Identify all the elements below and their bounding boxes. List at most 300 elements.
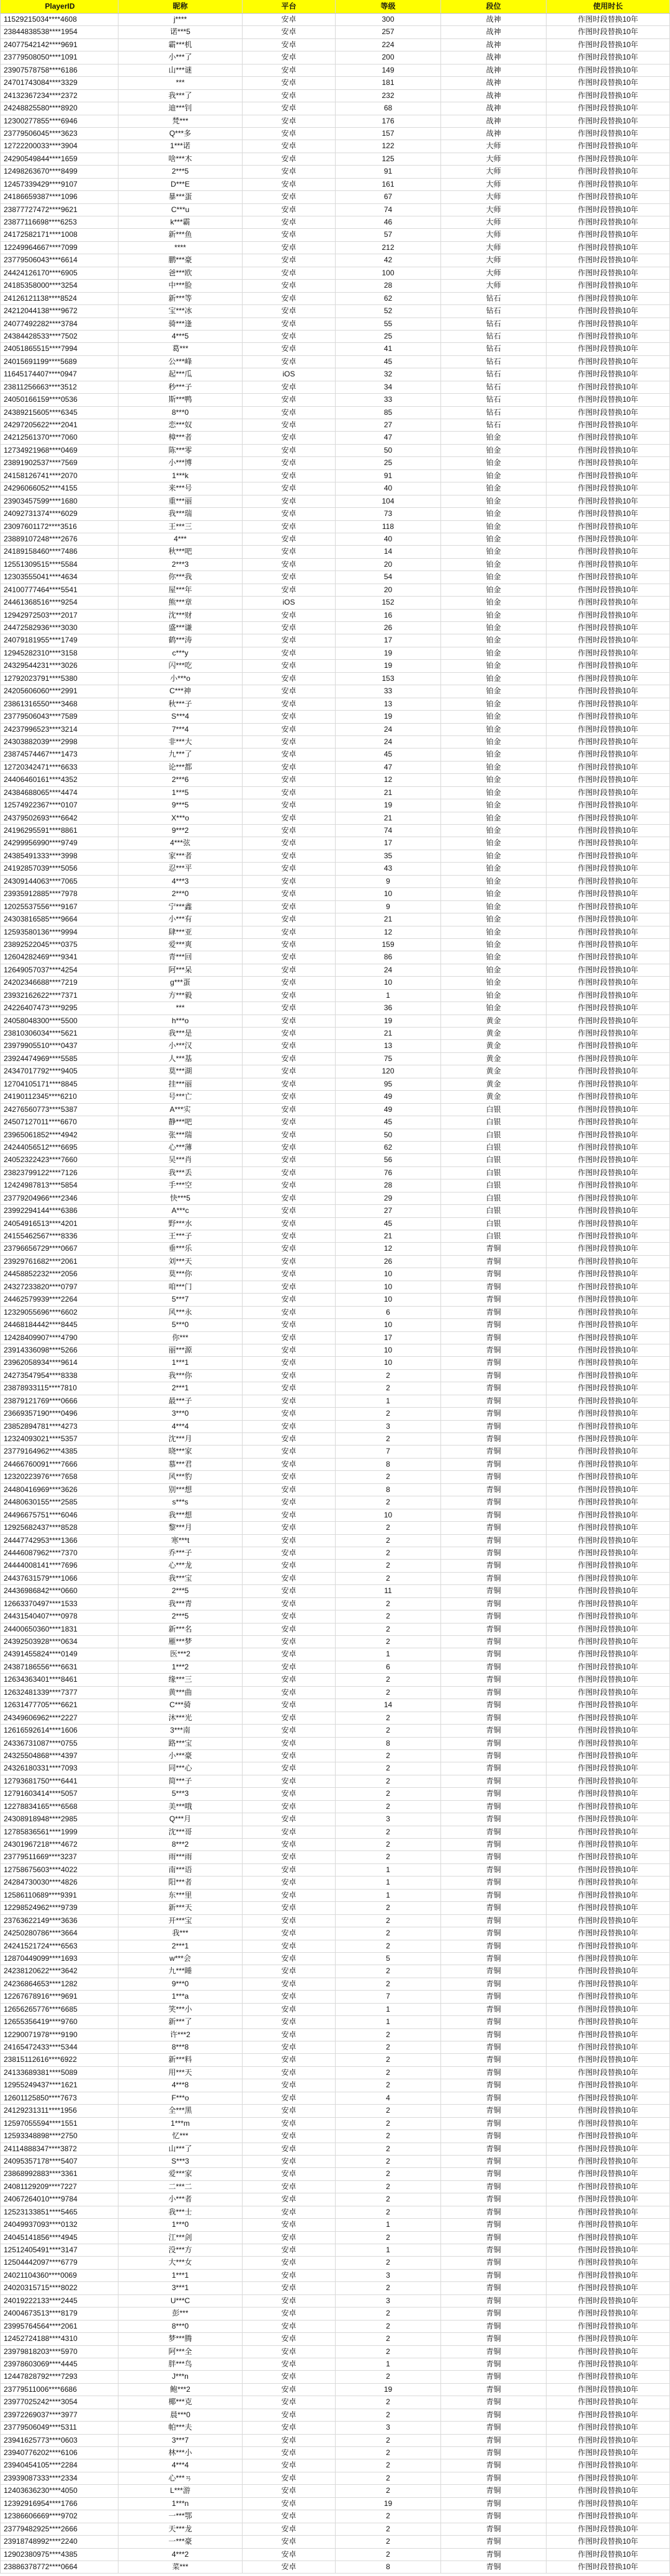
- cell-nickname: 心***薄: [118, 1142, 243, 1153]
- cell-nickname: 2***3: [118, 559, 243, 571]
- cell-rank: 青铜: [441, 1459, 547, 1470]
- cell-platform: 安卓: [243, 1065, 336, 1077]
- cell-player-id: 24446087962****7370: [1, 1547, 118, 1559]
- cell-rank: 铂金: [441, 901, 547, 913]
- cell-duration: 作图时段替换10年: [547, 1078, 670, 1090]
- cell-level: 47: [336, 432, 441, 443]
- cell-level: 125: [336, 153, 441, 165]
- cell-nickname: 2***5: [118, 1610, 243, 1622]
- cell-level: 2: [336, 1522, 441, 1534]
- cell-level: 24: [336, 736, 441, 748]
- cell-nickname: 风***永: [118, 1307, 243, 1318]
- cell-player-id: 24081129209****7227: [1, 2181, 118, 2193]
- table-row: [1, 2485, 670, 2497]
- table-row: [1, 2510, 670, 2523]
- cell-nickname: 我***宝: [118, 1573, 243, 1584]
- cell-platform: 安卓: [243, 1915, 336, 1927]
- table-row: [1, 964, 670, 977]
- cell-duration: 作图时段替换10年: [547, 901, 670, 913]
- cell-rank: 战神: [441, 115, 547, 127]
- cell-level: 224: [336, 39, 441, 51]
- header-nickname[interactable]: 昵称: [118, 0, 243, 13]
- table-row: [1, 837, 670, 850]
- cell-platform: 安卓: [243, 2447, 336, 2459]
- cell-player-id: 23779506043****6614: [1, 254, 118, 266]
- cell-duration: 作图时段替换10年: [547, 179, 670, 190]
- cell-platform: 安卓: [243, 140, 336, 152]
- cell-rank: 钻石: [441, 305, 547, 317]
- cell-player-id: 24132367234****2372: [1, 90, 118, 102]
- cell-platform: 安卓: [243, 1357, 336, 1369]
- table-row: [1, 1370, 670, 1382]
- cell-player-id: 12457339429****9107: [1, 179, 118, 190]
- cell-nickname: 静***吧: [118, 1116, 243, 1128]
- cell-platform: 安卓: [243, 331, 336, 342]
- cell-level: 2: [336, 1636, 441, 1648]
- cell-duration: 作图时段替换10年: [547, 1496, 670, 1508]
- cell-rank: 黄金: [441, 1053, 547, 1065]
- cell-platform: 安卓: [243, 1053, 336, 1065]
- table-row: [1, 1243, 670, 1255]
- cell-player-id: 12512405491****3147: [1, 2244, 118, 2256]
- cell-rank: 大师: [441, 280, 547, 291]
- cell-platform: 安卓: [243, 559, 336, 571]
- cell-rank: 钻石: [441, 394, 547, 406]
- table-row: [1, 2105, 670, 2117]
- table-row: [1, 634, 670, 647]
- table-row: [1, 2523, 670, 2536]
- cell-platform: 安卓: [243, 1332, 336, 1344]
- cell-rank: 铂金: [441, 711, 547, 722]
- cell-platform: 安卓: [243, 2232, 336, 2244]
- cell-player-id: 23779506045****3623: [1, 128, 118, 140]
- cell-duration: 作图时段替换10年: [547, 913, 670, 925]
- cell-rank: 青铜: [441, 2409, 547, 2421]
- cell-duration: 作图时段替换10年: [547, 2270, 670, 2281]
- cell-platform: 安卓: [243, 1522, 336, 1534]
- cell-level: 21: [336, 1028, 441, 1039]
- cell-rank: 青铜: [441, 2118, 547, 2130]
- cell-rank: 青铜: [441, 2054, 547, 2066]
- cell-level: 76: [336, 1167, 441, 1179]
- cell-rank: 铂金: [441, 647, 547, 659]
- cell-player-id: 23861316550****3468: [1, 698, 118, 710]
- cell-rank: 青铜: [441, 2244, 547, 2256]
- cell-platform: 安卓: [243, 153, 336, 165]
- cell-nickname: 医***2: [118, 1648, 243, 1660]
- table-row: [1, 64, 670, 77]
- cell-duration: 作图时段替换10年: [547, 1712, 670, 1724]
- cell-player-id: 12722200033****3904: [1, 140, 118, 152]
- cell-level: 2: [336, 1547, 441, 1559]
- cell-duration: 作图时段替换10年: [547, 2181, 670, 2193]
- cell-platform: 安卓: [243, 1471, 336, 1483]
- cell-rank: 黄金: [441, 1015, 547, 1027]
- table-row: [1, 1408, 670, 1420]
- cell-nickname: 你***我: [118, 571, 243, 583]
- cell-duration: 作图时段替换10年: [547, 673, 670, 685]
- cell-nickname: 沈***哥: [118, 1826, 243, 1838]
- table-row: [1, 280, 670, 292]
- cell-player-id: 24077492282****3784: [1, 318, 118, 330]
- cell-rank: 青铜: [441, 1978, 547, 1990]
- cell-nickname: 青***回: [118, 951, 243, 963]
- cell-nickname: 垂***乐: [118, 1243, 243, 1255]
- cell-level: 2: [336, 2118, 441, 2130]
- cell-player-id: 12452724188****4310: [1, 2333, 118, 2345]
- cell-platform: 安卓: [243, 2079, 336, 2091]
- cell-duration: 作图时段替换10年: [547, 229, 670, 241]
- cell-level: 212: [336, 242, 441, 254]
- table-row: [1, 977, 670, 989]
- table-row: [1, 2219, 670, 2231]
- cell-nickname: 手***空: [118, 1179, 243, 1191]
- cell-platform: 安卓: [243, 191, 336, 203]
- cell-level: 11: [336, 1585, 441, 1597]
- cell-platform: 安卓: [243, 2384, 336, 2396]
- cell-duration: 作图时段替换10年: [547, 1876, 670, 1888]
- cell-duration: 作图时段替换10年: [547, 1788, 670, 1800]
- cell-platform: 安卓: [243, 913, 336, 925]
- cell-nickname: 林***小: [118, 2447, 243, 2459]
- cell-duration: 作图时段替换10年: [547, 293, 670, 304]
- cell-rank: 青铜: [441, 2396, 547, 2408]
- cell-duration: 作图时段替换10年: [547, 2079, 670, 2091]
- cell-duration: 作图时段替换10年: [547, 267, 670, 279]
- cell-platform: 安卓: [243, 2092, 336, 2104]
- cell-nickname: 8***8: [118, 2041, 243, 2053]
- cell-platform: 安卓: [243, 812, 336, 824]
- cell-nickname: U***C: [118, 2295, 243, 2307]
- cell-level: 2: [336, 1927, 441, 1939]
- cell-rank: 钻石: [441, 343, 547, 355]
- cell-duration: 作图时段替换10年: [547, 1382, 670, 1394]
- table-row: [1, 368, 670, 381]
- cell-platform: 安卓: [243, 1205, 336, 1217]
- cell-level: 1: [336, 1890, 441, 1901]
- cell-level: 2: [336, 1433, 441, 1445]
- cell-duration: 作图时段替换10年: [547, 2232, 670, 2244]
- cell-rank: 白银: [441, 1116, 547, 1128]
- table-row: [1, 1535, 670, 1547]
- cell-level: 104: [336, 495, 441, 507]
- cell-duration: 作图时段替换10年: [547, 1179, 670, 1191]
- cell-nickname: C***神: [118, 685, 243, 697]
- cell-player-id: 23972269037****3977: [1, 2409, 118, 2421]
- cell-platform: 安卓: [243, 356, 336, 368]
- cell-nickname: 莫***湖: [118, 1065, 243, 1077]
- cell-rank: 大师: [441, 254, 547, 266]
- cell-rank: 青铜: [441, 2485, 547, 2497]
- table-row: [1, 51, 670, 64]
- table-row: [1, 318, 670, 331]
- table-row: [1, 610, 670, 622]
- cell-level: 9: [336, 901, 441, 913]
- table-row: [1, 1015, 670, 1028]
- cell-nickname: 许***2: [118, 2029, 243, 2041]
- cell-platform: 安卓: [243, 1762, 336, 1774]
- cell-rank: 青铜: [441, 2105, 547, 2116]
- cell-level: 1: [336, 990, 441, 1002]
- cell-duration: 作图时段替换10年: [547, 546, 670, 557]
- cell-rank: 青铜: [441, 1623, 547, 1635]
- cell-nickname: 沈***月: [118, 1433, 243, 1445]
- cell-duration: 作图时段替换10年: [547, 1129, 670, 1141]
- cell-platform: 安卓: [243, 926, 336, 938]
- cell-level: 34: [336, 381, 441, 393]
- cell-platform: 安卓: [243, 1661, 336, 1673]
- table-row: [1, 1319, 670, 1331]
- table-row: [1, 2232, 670, 2244]
- cell-player-id: 23852894781****4273: [1, 1421, 118, 1432]
- cell-rank: 黄金: [441, 1028, 547, 1039]
- table-row: [1, 863, 670, 875]
- cell-player-id: 23878933115****7810: [1, 1382, 118, 1394]
- cell-platform: 安卓: [243, 1991, 336, 2002]
- table-row: [1, 2459, 670, 2472]
- table-row: [1, 1927, 670, 1940]
- cell-player-id: 12656265776****6685: [1, 2004, 118, 2015]
- cell-platform: 安卓: [243, 951, 336, 963]
- cell-duration: 作图时段替换10年: [547, 280, 670, 291]
- cell-platform: 安卓: [243, 2257, 336, 2268]
- cell-rank: 青铜: [441, 1585, 547, 1597]
- cell-duration: 作图时段替换10年: [547, 1509, 670, 1521]
- cell-rank: 战神: [441, 90, 547, 102]
- table-row: [1, 204, 670, 216]
- cell-player-id: 24202346688****7219: [1, 977, 118, 988]
- cell-player-id: 24067264010****9784: [1, 2193, 118, 2205]
- table-row: [1, 1788, 670, 1800]
- header-duration[interactable]: 使用时长: [547, 0, 670, 13]
- cell-level: 2: [336, 1851, 441, 1863]
- cell-nickname: 椰***克: [118, 2396, 243, 2408]
- cell-player-id: 23097601172****3516: [1, 521, 118, 533]
- cell-player-id: 24045141856****4945: [1, 2232, 118, 2244]
- cell-level: 2: [336, 2409, 441, 2421]
- table-row: [1, 1965, 670, 1978]
- cell-level: 176: [336, 115, 441, 127]
- table-row: [1, 1053, 670, 1065]
- cell-nickname: 阿***全: [118, 2346, 243, 2358]
- cell-level: 2: [336, 2307, 441, 2319]
- cell-nickname: 忆***: [118, 2130, 243, 2142]
- cell-duration: 作图时段替换10年: [547, 2358, 670, 2370]
- cell-platform: 安卓: [243, 1179, 336, 1191]
- cell-platform: 安卓: [243, 1015, 336, 1027]
- cell-rank: 青铜: [441, 2435, 547, 2446]
- cell-player-id: 12663370497****1533: [1, 1598, 118, 1610]
- cell-level: 46: [336, 216, 441, 228]
- table-row: [1, 825, 670, 837]
- cell-level: 19: [336, 711, 441, 722]
- cell-level: 21: [336, 913, 441, 925]
- cell-platform: 安卓: [243, 2105, 336, 2116]
- cell-rank: 青铜: [441, 1876, 547, 1888]
- cell-player-id: 12447828792****7293: [1, 2371, 118, 2383]
- cell-duration: 作图时段替换10年: [547, 837, 670, 849]
- cell-player-id: 24165472433****5344: [1, 2041, 118, 2053]
- cell-rank: 青铜: [441, 1864, 547, 1876]
- table-row: [1, 1193, 670, 1205]
- cell-nickname: Q***月: [118, 1813, 243, 1825]
- cell-platform: 安卓: [243, 2485, 336, 2497]
- cell-player-id: 12593348898****2750: [1, 2130, 118, 2142]
- cell-rank: 青铜: [441, 1319, 547, 1331]
- cell-duration: 作图时段替换10年: [547, 495, 670, 507]
- cell-player-id: 24114888347****3872: [1, 2143, 118, 2155]
- table-row: [1, 2143, 670, 2156]
- table-row: [1, 1028, 670, 1040]
- cell-player-id: 24100777464****5541: [1, 584, 118, 596]
- cell-player-id: 12631477705****6621: [1, 1699, 118, 1711]
- cell-duration: 作图时段替换10年: [547, 647, 670, 659]
- cell-level: 45: [336, 1116, 441, 1128]
- cell-rank: 青铜: [441, 2371, 547, 2383]
- cell-level: 2: [336, 1839, 441, 1850]
- table-row: [1, 1762, 670, 1775]
- cell-player-id: 12278834165****6568: [1, 1801, 118, 1813]
- cell-platform: 安卓: [243, 305, 336, 317]
- table-row: [1, 1864, 670, 1876]
- cell-platform: 安卓: [243, 1040, 336, 1052]
- cell-rank: 铂金: [441, 799, 547, 811]
- cell-nickname: 秋***子: [118, 698, 243, 710]
- header-player-id[interactable]: PlayerID: [1, 0, 118, 13]
- cell-platform: 安卓: [243, 2523, 336, 2535]
- table-row: [1, 711, 670, 723]
- cell-platform: 安卓: [243, 1687, 336, 1699]
- cell-platform: 安卓: [243, 787, 336, 799]
- cell-rank: 青铜: [441, 1433, 547, 1445]
- cell-rank: 青铜: [441, 1674, 547, 1686]
- cell-rank: 铂金: [441, 850, 547, 862]
- cell-level: 2: [336, 2041, 441, 2053]
- cell-level: 73: [336, 508, 441, 520]
- table-row: [1, 2409, 670, 2422]
- table-row: [1, 1750, 670, 1762]
- header-platform[interactable]: 平台: [243, 0, 336, 13]
- cell-duration: 作图时段替换10年: [547, 1459, 670, 1470]
- table-row: [1, 736, 670, 748]
- cell-player-id: 12586110689****9391: [1, 1890, 118, 1901]
- cell-player-id: 12720342471****6633: [1, 762, 118, 773]
- cell-rank: 青铜: [441, 1712, 547, 1724]
- cell-rank: 白银: [441, 1218, 547, 1230]
- cell-player-id: 24129231311****1956: [1, 2105, 118, 2116]
- cell-rank: 白银: [441, 1104, 547, 1116]
- cell-platform: 安卓: [243, 318, 336, 330]
- cell-nickname: 迪***钊: [118, 102, 243, 114]
- cell-duration: 作图时段替换10年: [547, 318, 670, 330]
- cell-nickname: 新***了: [118, 2016, 243, 2028]
- cell-duration: 作图时段替换10年: [547, 381, 670, 393]
- cell-duration: 作图时段替换10年: [547, 1953, 670, 1965]
- cell-rank: 战神: [441, 77, 547, 89]
- cell-duration: 作图时段替换10年: [547, 1978, 670, 1990]
- cell-nickname: 大***女: [118, 2257, 243, 2268]
- cell-nickname: 同***心: [118, 1762, 243, 1774]
- cell-player-id: 24050166159****0536: [1, 394, 118, 406]
- cell-nickname: 莫***你: [118, 1268, 243, 1280]
- cell-player-id: 23796656729****0667: [1, 1243, 118, 1255]
- cell-duration: 作图时段替换10年: [547, 51, 670, 63]
- cell-platform: 安卓: [243, 229, 336, 241]
- cell-duration: 作图时段替换10年: [547, 787, 670, 799]
- cell-duration: 作图时段替换10年: [547, 2447, 670, 2459]
- cell-platform: 安卓: [243, 2206, 336, 2218]
- cell-level: 74: [336, 204, 441, 216]
- table-row: [1, 2282, 670, 2294]
- cell-duration: 作图时段替换10年: [547, 559, 670, 571]
- cell-level: 24: [336, 724, 441, 735]
- cell-nickname: 新***鱼: [118, 229, 243, 241]
- cell-platform: 安卓: [243, 115, 336, 127]
- cell-rank: 青铜: [441, 2307, 547, 2319]
- cell-duration: 作图时段替换10年: [547, 571, 670, 583]
- cell-platform: 安卓: [243, 1294, 336, 1305]
- table-row: [1, 1395, 670, 1408]
- cell-duration: 作图时段替换10年: [547, 508, 670, 520]
- cell-player-id: 24447742953****1366: [1, 1535, 118, 1547]
- cell-level: 300: [336, 14, 441, 25]
- cell-platform: 安卓: [243, 2295, 336, 2307]
- cell-platform: 安卓: [243, 90, 336, 102]
- cell-platform: 安卓: [243, 2371, 336, 2383]
- cell-level: 2: [336, 1674, 441, 1686]
- cell-duration: 作图时段替换10年: [547, 1154, 670, 1166]
- cell-duration: 作图时段替换10年: [547, 2485, 670, 2497]
- table-row: [1, 1813, 670, 1826]
- cell-platform: 安卓: [243, 1648, 336, 1660]
- cell-nickname: 起***瓜: [118, 368, 243, 380]
- cell-nickname: 梵***: [118, 115, 243, 127]
- header-level[interactable]: 等级: [336, 0, 441, 13]
- header-rank[interactable]: 段位: [441, 0, 547, 13]
- cell-level: 21: [336, 1230, 441, 1242]
- cell-rank: 青铜: [441, 1940, 547, 1952]
- cell-rank: 青铜: [441, 1965, 547, 1977]
- cell-nickname: 鲍***2: [118, 2384, 243, 2396]
- cell-nickname: 小***豪: [118, 1750, 243, 1762]
- cell-rank: 青铜: [441, 1522, 547, 1534]
- cell-rank: 青铜: [441, 2282, 547, 2294]
- cell-nickname: g***蛋: [118, 977, 243, 988]
- cell-nickname: 9***5: [118, 799, 243, 811]
- cell-duration: 作图时段替换10年: [547, 2295, 670, 2307]
- cell-platform: 安卓: [243, 2435, 336, 2446]
- cell-nickname: 乔***子: [118, 1547, 243, 1559]
- table-row: [1, 432, 670, 444]
- cell-nickname: 爸***欧: [118, 267, 243, 279]
- cell-level: 2: [336, 2143, 441, 2155]
- table-row: [1, 1281, 670, 1294]
- cell-duration: 作图时段替换10年: [547, 2549, 670, 2560]
- cell-player-id: 23779511006****6686: [1, 2384, 118, 2396]
- cell-platform: 安卓: [243, 610, 336, 621]
- cell-nickname: 号***亡: [118, 1091, 243, 1103]
- cell-player-id: 12955249437****1621: [1, 2079, 118, 2091]
- cell-nickname: 人***基: [118, 1053, 243, 1065]
- cell-level: 159: [336, 939, 441, 951]
- table-row: [1, 1179, 670, 1192]
- cell-level: 21: [336, 787, 441, 799]
- cell-duration: 作图时段替换10年: [547, 951, 670, 963]
- cell-player-id: 24212561370****7060: [1, 432, 118, 443]
- cell-nickname: 我***青: [118, 1598, 243, 1610]
- cell-rank: 青铜: [441, 2523, 547, 2535]
- cell-duration: 作图时段替换10年: [547, 1218, 670, 1230]
